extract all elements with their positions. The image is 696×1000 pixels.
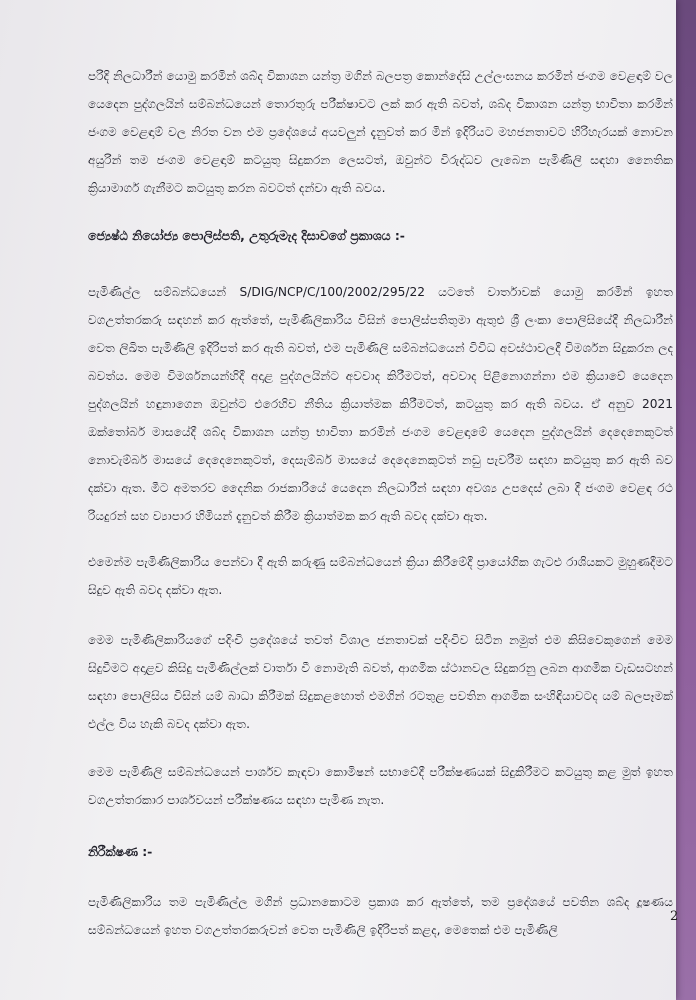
section-heading-observations: නිරීක්ෂණ :- [88,844,153,859]
page-content [88,62,673,944]
section-heading-dig-statement: ජ්‍යෙෂ්ඨ නියෝජ්‍ය පොලිස්පති, උතුරුමැද දිසාවගේ ප්‍රකාශය :- [88,228,405,243]
paragraph-6: පැමිණිලිකාරිය තම පැමිණිල්ල මගින් ප්‍රධානකොටම ප්‍රකාශ කර ඇත්තේ, තම ප්‍රදේශයේ පවතින ශබ්ද දූෂණය සම්බන්ධයෙන් ඉහත වගඋත්තරකරුවන් වෙත පැමිණිලි ඉදිරිපත් කළද, මෙතෙක් එම පැමිණිලි [88,895,673,937]
paragraph-3: එමෙන්ම පැමිණිලිකාරිය පෙන්වා දී ඇති කරුණු සම්බන්ධයෙන් ක්‍රියා කිරීමේදී ප්‍රායෝගික ගැටළු රාශියකට මුහුණදීමට සිදුව ඇති බවද දක්වා ඇත. [88,555,673,597]
paragraph-2: පැමිණිල්ල සම්බන්ධයෙන් S/DIG/NCP/C/100/2002/295/22 යටතේ වාර්තාවක් යොමු කරමින් ඉහත වගඋත්තරකරු සඳහන් කර ඇත්තේ, පැමිණිලිකාරිය විසින් පොලිස්පතිතුමා ඇතුළු ශ්‍රී ලංකා පොලිසියේදී නිලධාරීන් වෙත ලිඛිත පැමිණිලි ඉදිරිපත් කර ඇති බවත්, එම පැමිණිලි සම්බන්ධයෙන් විවිධ අවස්ථාවලදී විමර්ශන සිදුකරන ලද බවත්ය. මෙම විමර්ශනයන්හිදී අදාළ පුද්ගලයින්ට අවවාද කිරීමටත්, අවවාද පිළිනොගන්නා එම ක්‍රියාවේ යෙදෙන පුද්ගලයින් හඳුනාගෙන ඔවුන්ට එරෙහිව නීතිය ක්‍රියාත්මක කිරීමටත්, කටයුතු කර ඇති බවය. ඒ අනුව 2021 ඔක්තෝබර් මාසයේදී ශබ්ද විකාශන යන්ත්‍ර භාවිතා කරමින් ජංගම වෙළඳාමේ යෙදෙන පුද්ගලයින් දෙදෙනෙකුටත් නොවැම්බර් මාසයේ දෙදෙනෙකුටත්, දෙසැම්බර් මාසයේ දෙදෙනෙකුටත් නඩු පැවරීම සඳහා කටයුතු කර ඇති බව දක්වා ඇත. මීට අමතරව දෛනික රාජකාරියේ යෙදෙන නිලධාරීන් සඳහා අවශ්‍ය උපදෙස් ලබා දී ජංගම වෙළඳ රථ රියදුරන් සහ ව්‍යාපාර හිමියන් දැනුවත් කිරීම ක්‍රියාත්මක කර ඇති බවද දක්වා ඇත. [88,285,673,523]
page-number: 2 [670,909,679,924]
paragraph-1: පරිදි නිලධාරීන් යොමු කරමින් ශබ්ද විකාශන යන්ත්‍ර මගින් බලපත්‍ර කොන්දේසි උල්ලංඝනය කරමින් ජංගම වෙළඳාම් වල යෙදෙන පුද්ගලයින් සම්බන්ධයෙන් තොරතුරු පරීක්ෂාවට ලක් කර ඇති බවත්, ශබ්ද විකාශන යන්ත්‍ර භාවිතා කරමින් ජංගම වෙළඳාම් වල නිරත වන එම ප්‍රදේශයේ අයවලුන් දැනුවත් කර මින් ඉදිරියට මහජනතාවට හිරිහැරයක් නොවන අයුරින් තම ජංගම වෙළඳාම් කටයුතු සිදුකරන ලෙසටත්, ඔවුන්ට විරුද්ධව ලැබෙන පැමිණිලි සඳහා නෛතික ක්‍රියාමාර්ග ගැනීමට කටයුතු කරන බවටත් දන්වා ඇති බවය. [88,69,673,195]
paragraph-4: මෙම පැමිණිලිකාරියගේ පදිංචි ප්‍රදේශයේ තවත් විශාල ජනතාවක් පදිංචිව සිටින නමුත් එම කිසිවෙකුගෙන් මෙම සිදුවීමට අදාළව කිසිදු පැමිණිල්ලක් වාර්තා වී නොමැති බවත්, ආගමික ස්ථානවල සිදුකරනු ලබන ආගමික වැඩසටහන් සඳහා පොලිසිය විසින් යම් බාධා කිරීමක් සිදුකළහොත් එමගින් රටතුළ පවතින ආගමික සංහිඳියාවටද යම් බලපෑමක් එල්ල විය හැකි බවද දක්වා ඇත. [88,633,673,731]
paragraph-5: මෙම පැමිණිලි සම්බන්ධයෙන් පාර්ශව කැඳවා කොමිෂන් සභාවේදී පරීක්ෂණයක් සිදුකිරීමට කටයුතු කළ මුත් ඉහත වගඋත්තරකාර පාර්ශවයන් පරීක්ෂණය සඳහා පැමිණ නැත. [88,765,673,807]
